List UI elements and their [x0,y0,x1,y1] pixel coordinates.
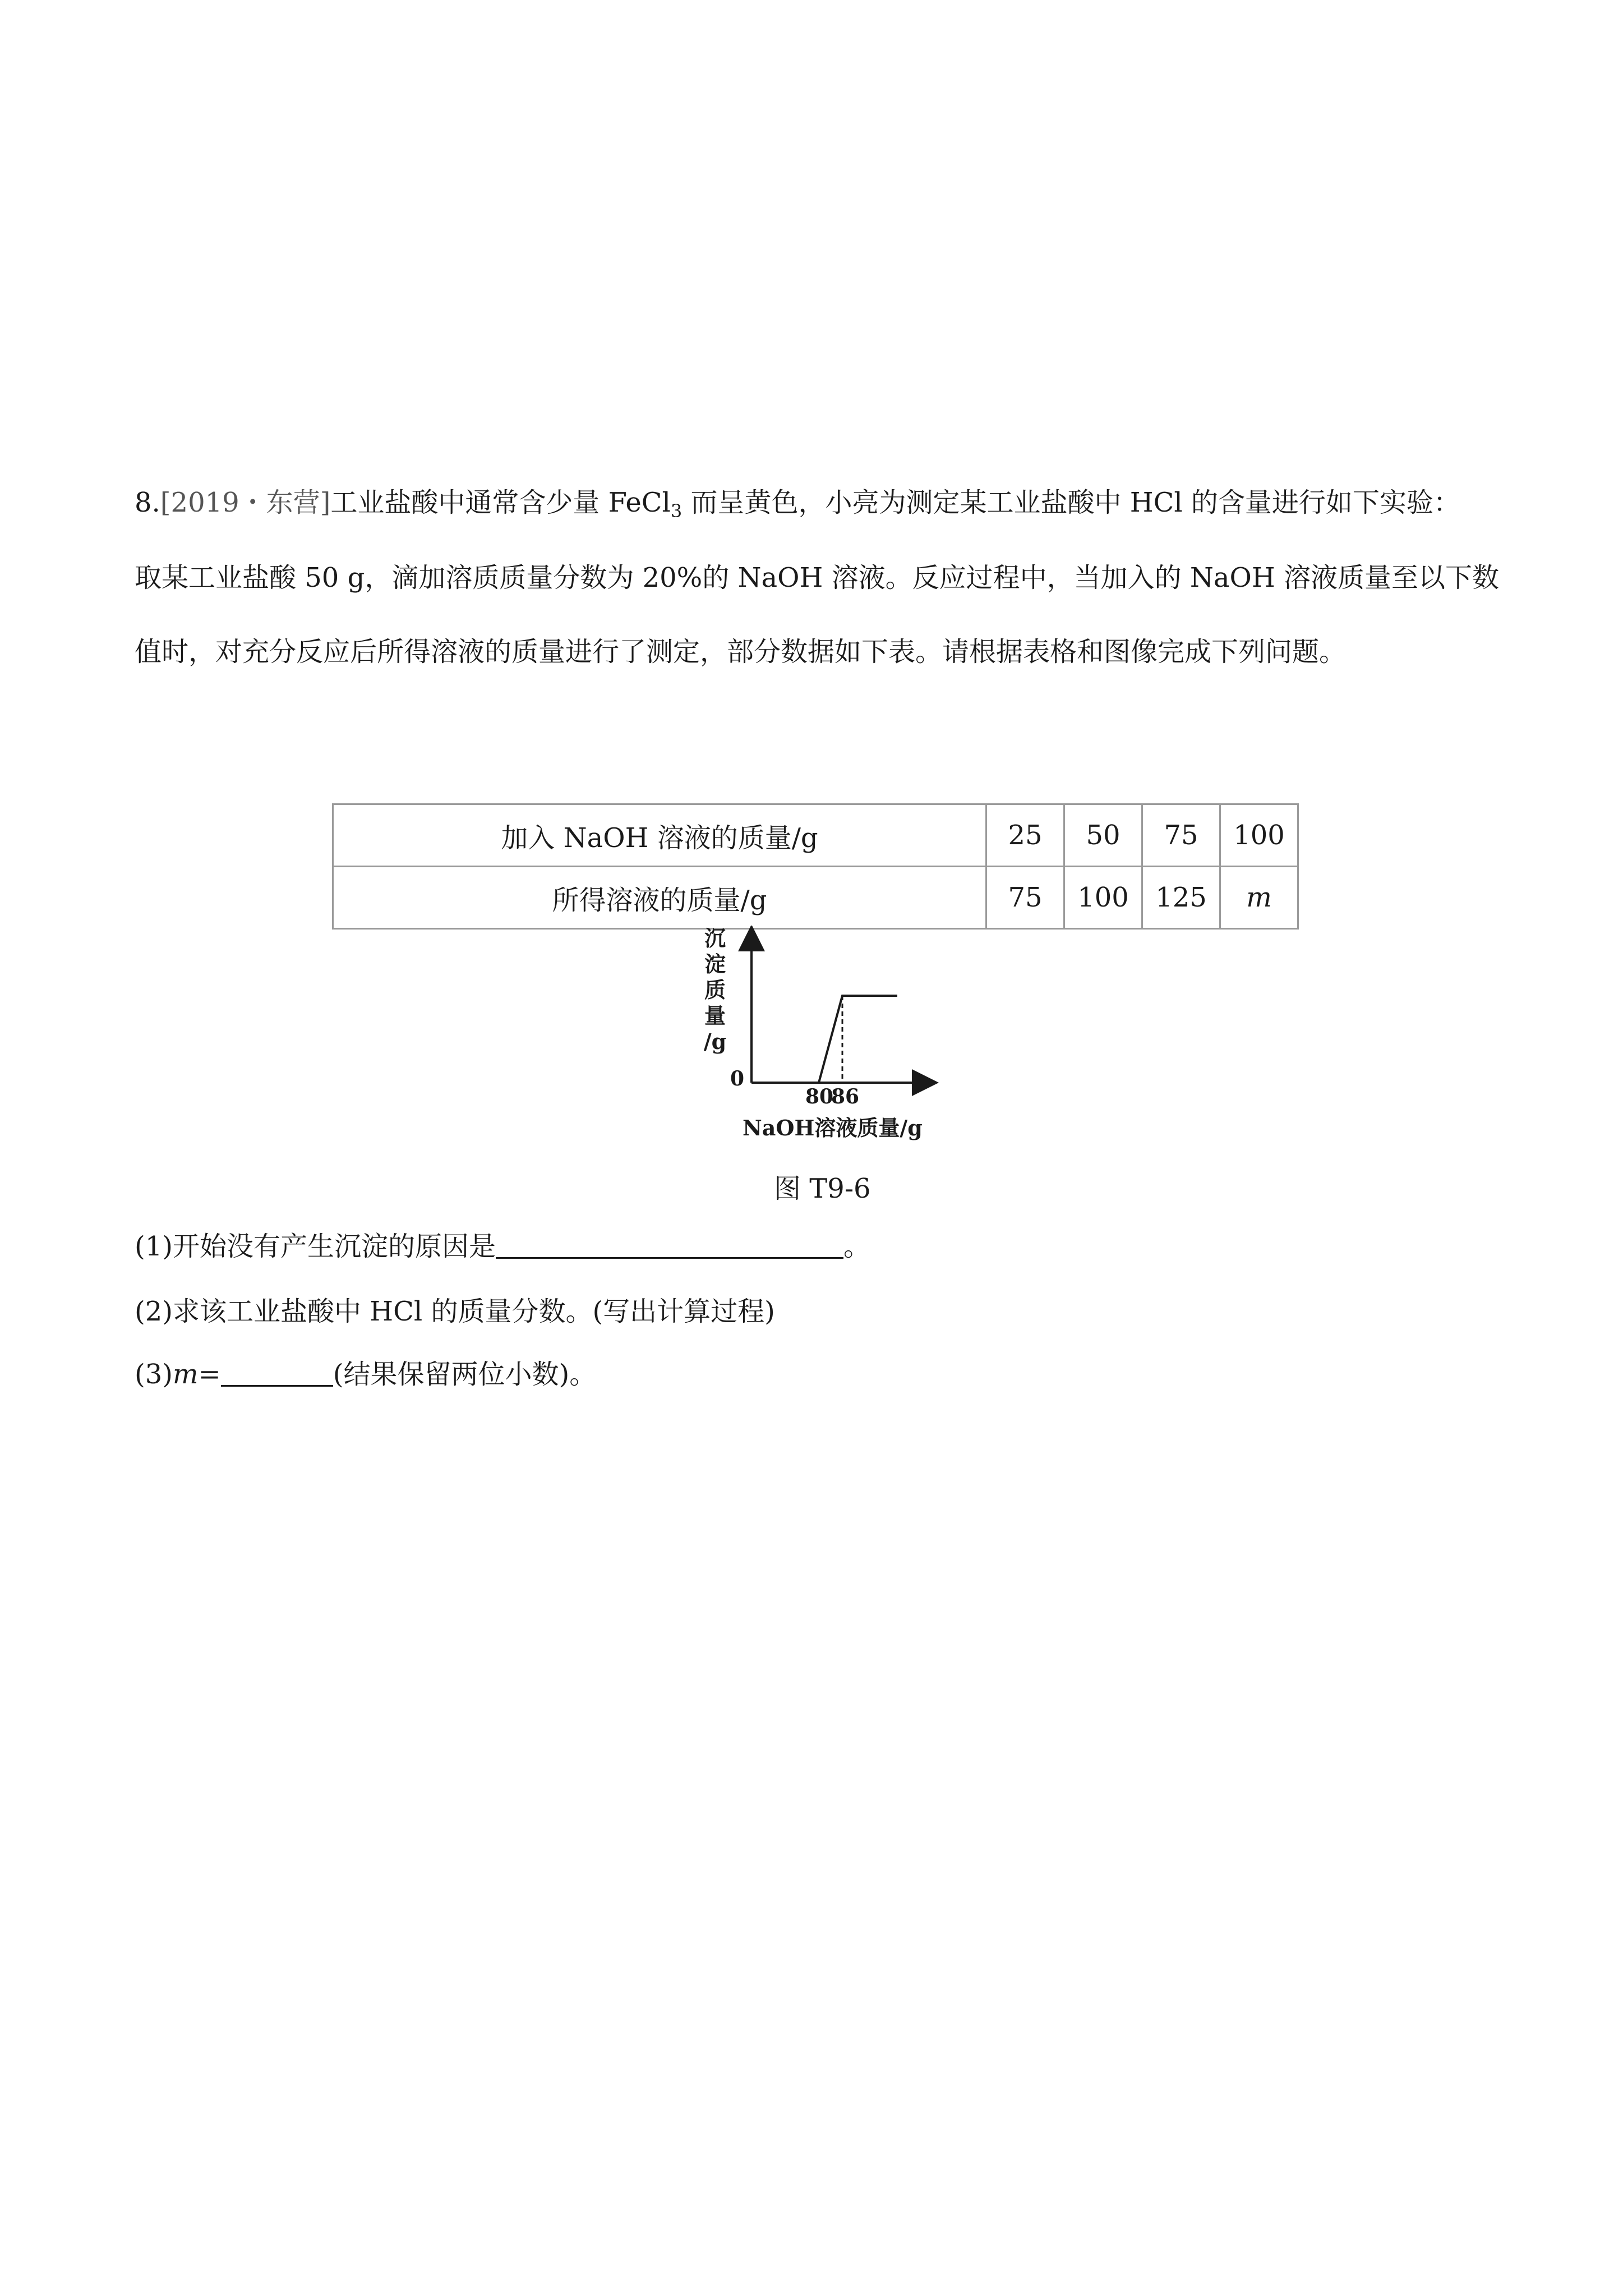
sub-question-1 [135,1230,870,1263]
table-cell: 75 [986,867,1064,929]
data-table [332,803,1299,930]
table-cell: 125 [1142,867,1220,929]
answer-blank-1[interactable] [496,1230,843,1259]
table-cell: 50 [1064,804,1142,867]
question-text-1a: 工业盐酸中通常含少量 FeCl [330,487,671,518]
table-row [333,867,1298,929]
y-title-char: 量 [704,1003,726,1028]
sub-question-3-suffix: (结果保留两位小数)。 [333,1359,597,1390]
y-title-char: /g [703,1029,727,1054]
y-title-char: 沉 [704,926,726,951]
table-cell: 25 [986,804,1064,867]
x-tick-label: 86 [831,1085,860,1108]
row-label-naoh-mass: 加入 NaOH 溶液的质量/g [333,804,986,867]
table-cell: 100 [1220,804,1298,867]
table-cell: 100 [1064,867,1142,929]
question-source: [2019・东营] [160,487,331,518]
sub-question-1-end: 。 [843,1231,871,1262]
equals-sign: = [198,1359,221,1390]
precipitate-chart [695,926,953,1144]
table-cell-m: m [1220,867,1298,929]
question-text-1b: 而呈黄色，小亮为测定某工业盐酸中 HCl 的含量进行如下实验： [682,487,1460,518]
y-title-char: 质 [704,977,726,1002]
origin-label: 0 [730,1067,745,1091]
sub-question-2: (2)求该工业盐酸中 HCl 的质量分数。(写出计算过程) [135,1296,775,1327]
question-line-1 [135,486,1460,522]
subscript-3: 3 [670,500,683,522]
y-title-char: 淀 [704,951,726,977]
variable-m: m [173,1359,199,1390]
table-row [333,804,1298,867]
sub-question-3-prefix: (3) [135,1359,173,1390]
sub-question-3 [135,1358,596,1391]
answer-blank-3[interactable] [221,1358,333,1387]
figure-caption: 图 T9-6 [774,1173,871,1204]
row-label-solution-mass: 所得溶液的质量/g [333,867,986,929]
question-number: 8. [135,487,160,518]
x-axis-title: NaOH溶液质量/g [743,1115,923,1140]
x-tick-label: 80 [805,1085,834,1108]
question-line-3: 值时，对充分反应后所得溶液的质量进行了测定，部分数据如下表。请根据表格和图像完成下列问题。 [135,636,1347,668]
question-line-2: 取某工业盐酸 50 g，滴加溶质质量分数为 20%的 NaOH 溶液。反应过程中，当加入的 NaOH 溶液质量至以下数 [135,562,1499,593]
precipitate-series-line [819,996,897,1083]
table-cell: 75 [1142,804,1220,867]
sub-question-1-text: (1)开始没有产生沉淀的原因是 [135,1231,496,1262]
